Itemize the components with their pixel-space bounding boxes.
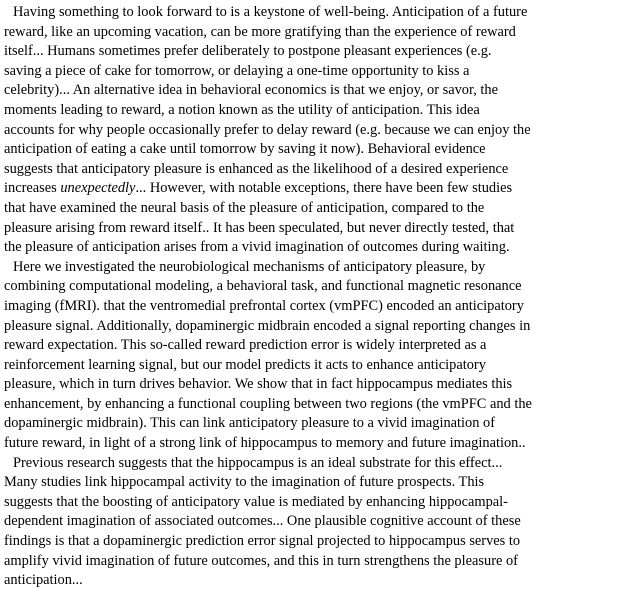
emphasized-word: unexpectedly	[60, 180, 136, 197]
paragraph-investigation: Here we investigated the neurobiological mechanisms of anticipatory pleasure, by combining computational modeling, a behavioral task, and functional magnetic resonance imaging (fMRI). that the ventromedial prefrontal cortex (vmPFC) encoded an anticipatory pleasure signal. Additionally, dopaminergic midbrain encoded a signal reporting changes in reward expectation. This so-called reward prediction error is widely interpreted as a reinforcement learning signal, but our model predicts it acts to enhance anticipatory pleasure, which in turn drives behavior. We show that in fact hippocampus mediates this enhancement, by enhancing a functional coupling between two regions (the vmPFC and the dopaminergic midbrain). This can link anticipatory pleasure to a vivid imagination of future reward, in light of a strong link of hippocampus to memory and future imagination..	[4, 258, 532, 452]
paragraph-1-text-start: Having something to look forward to is a keystone of well-being. Anticipation of a future reward, like an upcoming vacation, can be more gratifying than the experience of reward itself... Humans sometimes prefer deliberately to postpone pleasant experiences (e.g. saving a piece of cake for tomorrow, or delaying a one-time opportunity to kiss a celebrity)... An alternative idea in behavioral economics is that we enjoy, or savor, the moments leading to reward, a notion known as the utility of anticipation. This idea accounts for why people occasionally prefer to delay reward (e.g. because we can enjoy the anticipation of eating a cake until tomorrow by saving it now). Behavioral evidence suggests that anticipatory pleasure is enhanced as the likelihood of a desired experience increases	[4, 4, 531, 197]
paragraph-previous-research: Previous research suggests that the hippocampus is an ideal substrate for this effect... Many studies link hippocampal activity to the imagination of future prospects. This suggests that the boosting of anticipatory value is mediated by enhancing hippocampal- dependent imagination of associated outcomes... One plausible cognitive account of these findings is that a dopaminergic prediction error signal projected to hippocampus serves to amplify vivid imagination of future outcomes, and this in turn strengthens the pleasure of anticipation...	[4, 454, 521, 589]
paragraph-1-text-end: ... However, with notable exceptions, there have been few studies that have examined the neural basis of the pleasure of anticipation, compared to the pleasure arising from reward itself.. It has been speculated, but never directly tested, that the pleasure of anticipation arises from a vivid imagination of outcomes during waiting.	[4, 180, 515, 256]
paragraph-anticipation-intro	[4, 3, 640, 258]
